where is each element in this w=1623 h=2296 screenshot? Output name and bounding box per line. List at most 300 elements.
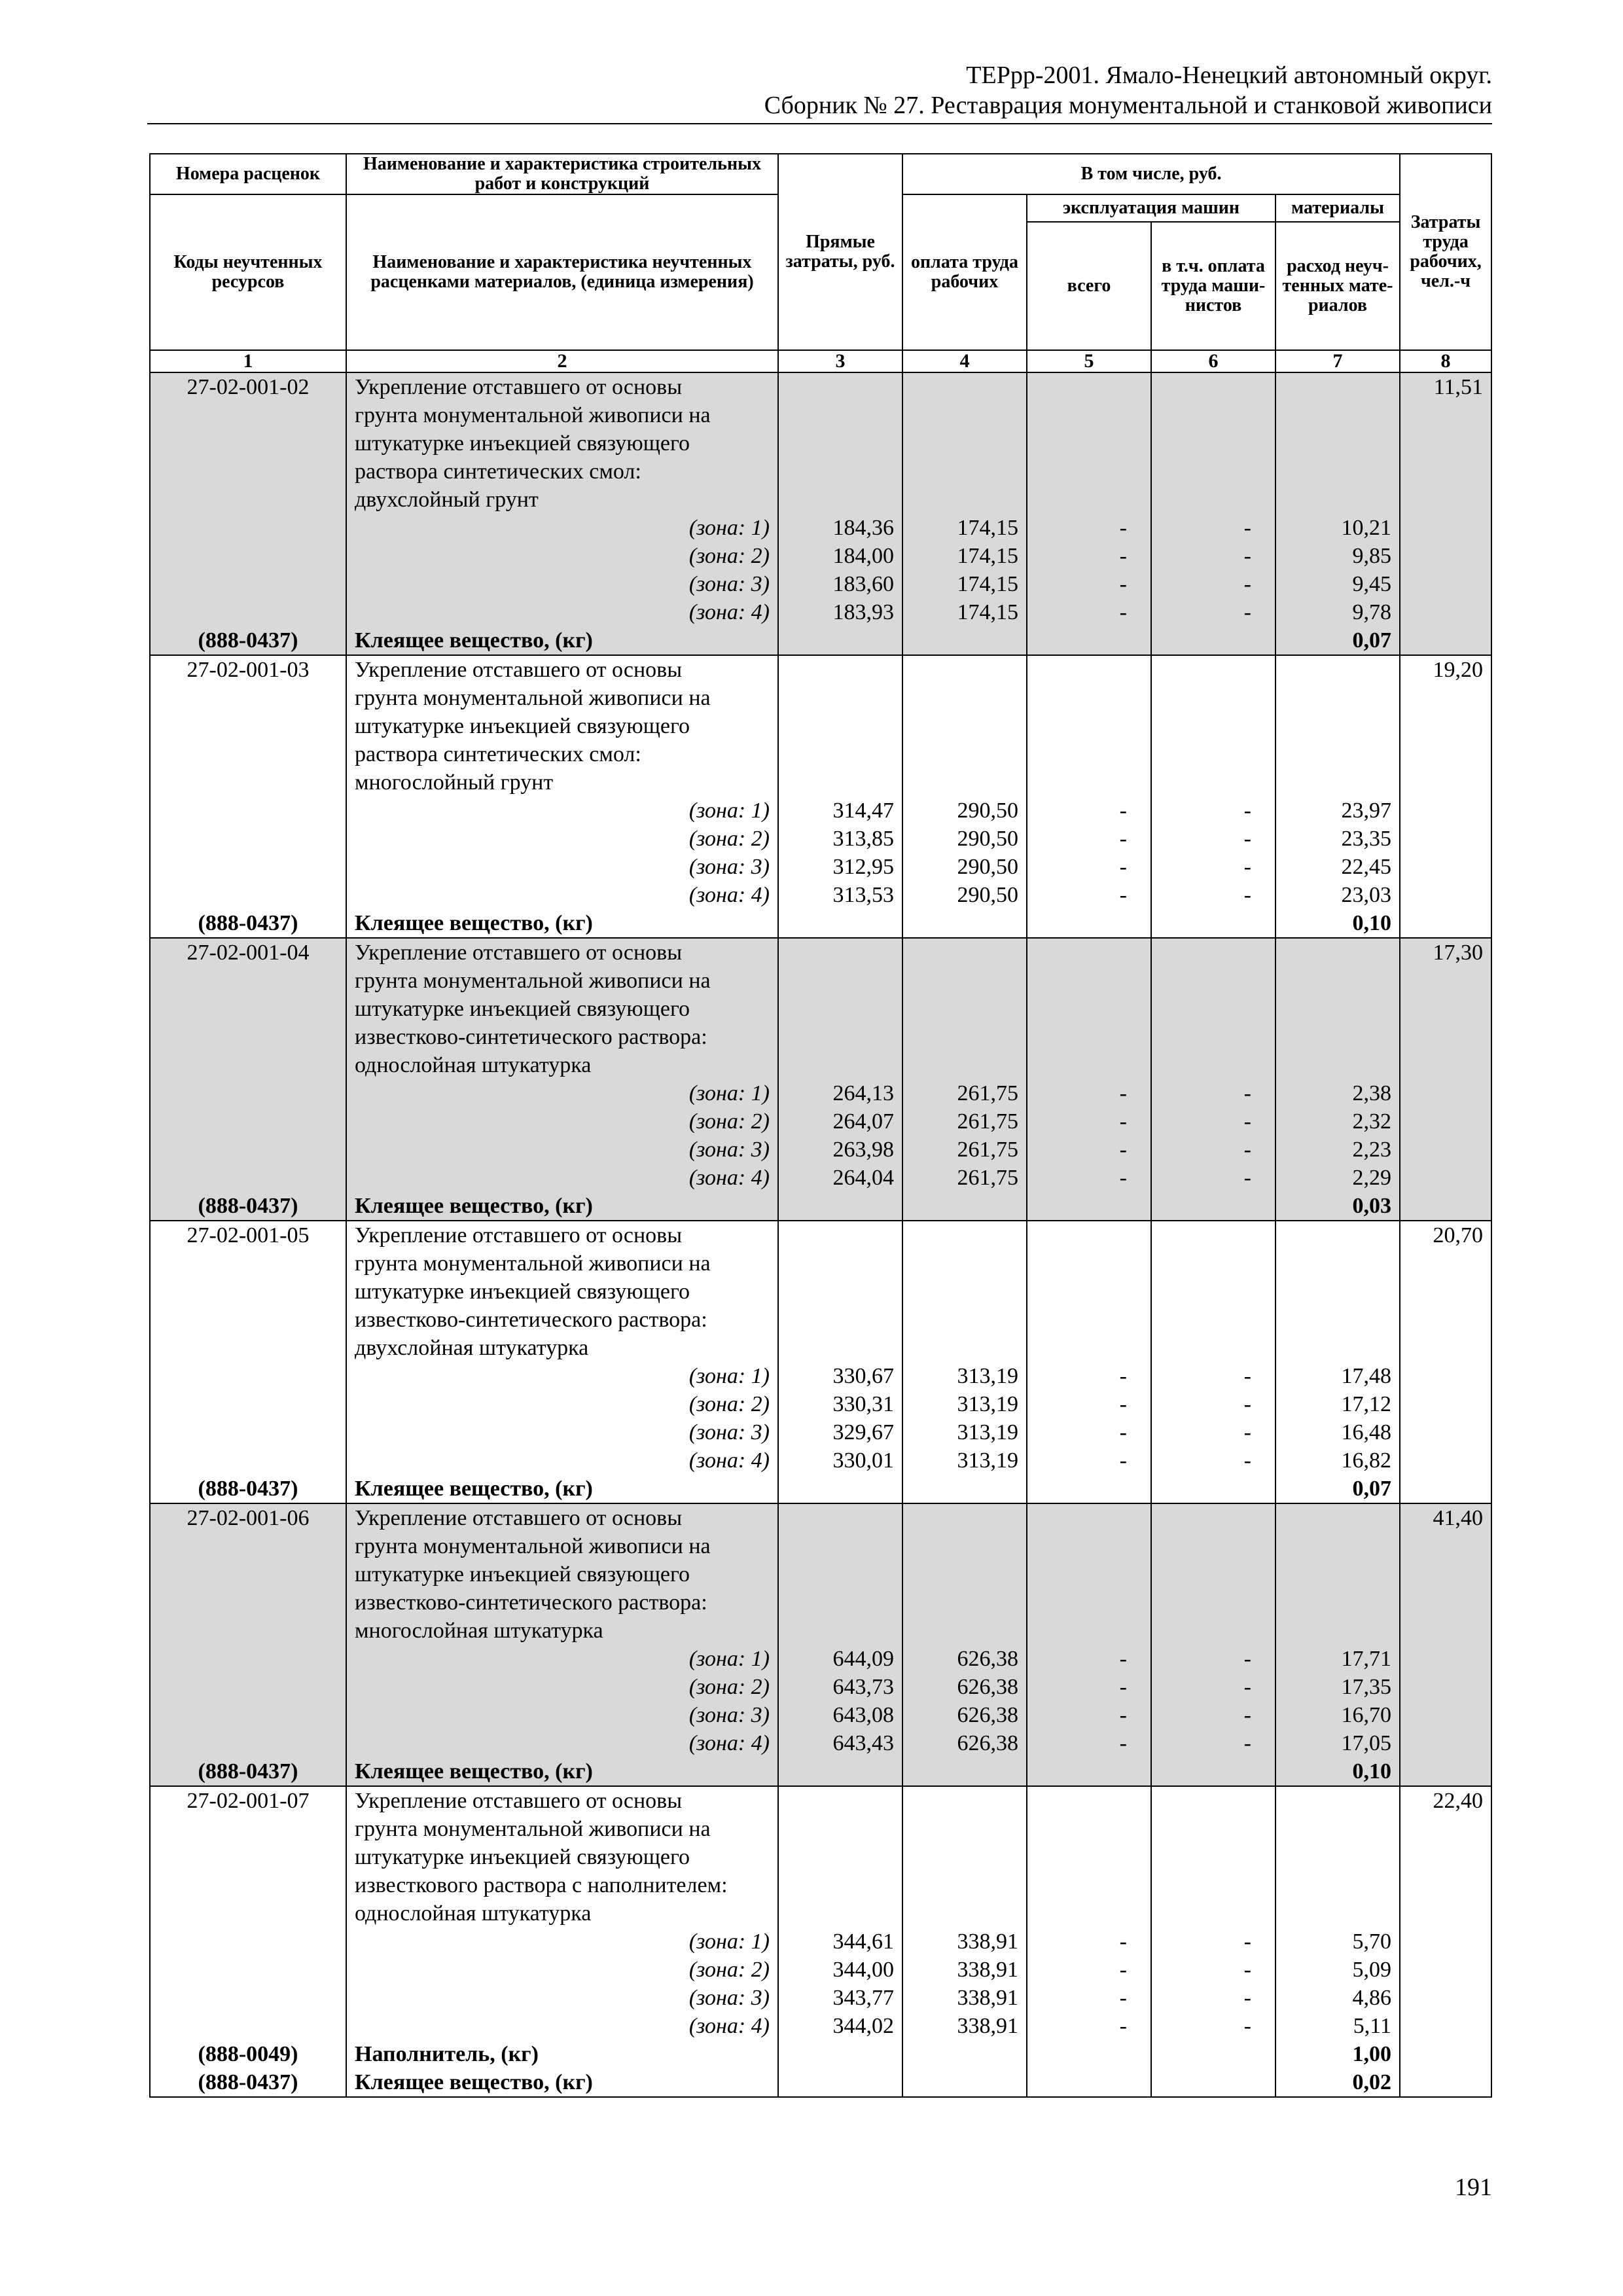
- spacer: [151, 1164, 346, 1192]
- resource-code: (888-0437): [198, 628, 298, 653]
- spacer: [151, 514, 346, 542]
- spacer: [151, 1928, 346, 1956]
- spacer: [151, 1588, 346, 1617]
- machinist-wages: -: [1243, 1958, 1251, 1982]
- worker-wages: 338,91: [957, 1986, 1018, 2010]
- spacer: [1276, 995, 1391, 1023]
- description-line: известково-синтетического раствора:: [355, 1308, 707, 1332]
- spacer: [1027, 1278, 1127, 1306]
- spacer: [151, 570, 346, 598]
- spacer: [779, 373, 894, 401]
- spacer: [1152, 401, 1251, 429]
- column-number: 7: [1275, 350, 1400, 372]
- labor-hours: 22,40: [1433, 1789, 1484, 1813]
- spacer: [1152, 1532, 1251, 1560]
- spacer: [1152, 1871, 1251, 1899]
- worker-wages: 261,75: [957, 1166, 1018, 1190]
- labor-cell: [1400, 938, 1491, 1221]
- machines-total: -: [1119, 1166, 1127, 1190]
- spacer: [151, 1815, 346, 1843]
- resource-name: Клеящее вещество, (кг): [355, 911, 593, 935]
- materials-cost-cell: [1275, 1786, 1400, 2097]
- description-line: грунта монументальной живописи на: [355, 1534, 711, 1558]
- spacer: [1027, 1757, 1127, 1785]
- direct-cost: 184,00: [832, 544, 894, 568]
- spacer: [1027, 1504, 1127, 1532]
- spacer: [1152, 684, 1251, 712]
- machinist-wages-cell: [1151, 1221, 1275, 1503]
- spacer: [151, 1023, 346, 1051]
- spacer: [1152, 2068, 1251, 2096]
- zone-label: (зона: 2): [688, 544, 770, 568]
- column-number: 1: [150, 350, 346, 372]
- spacer: [151, 429, 346, 457]
- spacer: [903, 1278, 1018, 1306]
- worker-wages-cell: [902, 938, 1027, 1221]
- labor-hours: 20,70: [1433, 1223, 1484, 1247]
- spacer: [151, 457, 346, 486]
- worker-wages-cell: [902, 655, 1027, 938]
- description-line: грунта монументальной живописи на: [355, 1817, 711, 1841]
- spacer: [1152, 939, 1251, 967]
- col2-bottom-header: Наименование и характеристика неучтенных расценками материалов, (единица измерения): [346, 194, 778, 350]
- spacer: [903, 1532, 1018, 1560]
- spacer: [779, 1504, 894, 1532]
- spacer: [903, 401, 1018, 429]
- spacer: [903, 373, 1018, 401]
- spacer: [1276, 1843, 1391, 1871]
- spacer: [151, 1446, 346, 1475]
- spacer: [1027, 1051, 1127, 1079]
- resource-name: Клеящее вещество, (кг): [355, 2070, 593, 2094]
- spacer: [151, 1956, 346, 1984]
- col2-top-header: Наименование и характеристика строительных работ и конструкций: [346, 154, 778, 194]
- spacer: [151, 967, 346, 995]
- spacer: [779, 1249, 894, 1278]
- zone-label: (зона: 3): [688, 855, 770, 879]
- description-line: двухслойная штукатурка: [355, 1336, 589, 1360]
- machines-total: -: [1119, 1109, 1127, 1134]
- labor-hours: 41,40: [1433, 1506, 1484, 1530]
- resource-quantity: 0,02: [1352, 2070, 1392, 2094]
- spacer: [1152, 457, 1251, 486]
- machines-total-cell: [1027, 655, 1151, 938]
- direct-cost-cell: [778, 1786, 902, 2097]
- materials-cost-cell: [1275, 938, 1400, 1221]
- machinist-wages: -: [1243, 1392, 1251, 1416]
- labor-hours: 11,51: [1433, 375, 1484, 399]
- resource-quantity: 0,07: [1352, 628, 1392, 653]
- spacer: [779, 1560, 894, 1588]
- machinist-wages-cell: [1151, 1786, 1275, 2097]
- labor-cell: [1400, 1503, 1491, 1786]
- spacer: [1027, 1249, 1127, 1278]
- machines-total-cell: [1027, 1786, 1151, 2097]
- direct-cost-cell: [778, 655, 902, 938]
- machinist-wages: -: [1243, 1986, 1251, 2010]
- machines-total: -: [1119, 1703, 1127, 1727]
- machines-total: -: [1119, 855, 1127, 879]
- direct-cost: 313,53: [832, 883, 894, 907]
- worker-wages: 261,75: [957, 1081, 1018, 1105]
- worker-wages: 290,50: [957, 883, 1018, 907]
- description-line: грунта монументальной живописи на: [355, 403, 711, 427]
- spacer: [903, 1221, 1018, 1249]
- spacer: [779, 939, 894, 967]
- spacer: [1152, 1051, 1251, 1079]
- spacer: [151, 1334, 346, 1362]
- machinist-wages: -: [1243, 1731, 1251, 1755]
- spacer: [1152, 656, 1251, 684]
- spacer: [1027, 1787, 1127, 1815]
- spacer: [903, 2068, 1018, 2096]
- direct-cost: 313,85: [832, 827, 894, 851]
- labor-cell: [1400, 1221, 1491, 1503]
- direct-cost: 329,67: [832, 1420, 894, 1444]
- machines-total-cell: [1027, 372, 1151, 655]
- zone-label: (зона: 4): [688, 883, 770, 907]
- machines-total-cell: [1027, 938, 1151, 1221]
- spacer: [1027, 1899, 1127, 1928]
- spacer: [151, 1051, 346, 1079]
- labor-hours: 19,20: [1433, 658, 1484, 682]
- spacer: [1152, 1221, 1251, 1249]
- description-line: грунта монументальной живописи на: [355, 686, 711, 710]
- spacer: [151, 995, 346, 1023]
- zone-label: (зона: 4): [688, 2014, 770, 2038]
- machines-total: -: [1119, 544, 1127, 568]
- spacer: [903, 486, 1018, 514]
- zone-label: (зона: 2): [688, 1109, 770, 1134]
- spacer: [151, 486, 346, 514]
- spacer: [779, 486, 894, 514]
- spacer: [151, 2012, 346, 2040]
- worker-wages-cell: [902, 1503, 1027, 1786]
- materials-cost: 2,38: [1352, 1081, 1392, 1105]
- description-line: многослойный грунт: [355, 770, 554, 795]
- machines-total: -: [1119, 1448, 1127, 1473]
- spacer: [151, 1984, 346, 2012]
- machinist-wages: -: [1243, 544, 1251, 568]
- machines-total: -: [1119, 827, 1127, 851]
- description-cell: [346, 1786, 778, 2097]
- spacer: [1276, 740, 1391, 768]
- zone-label: (зона: 3): [688, 1703, 770, 1727]
- rate-code-cell: [150, 938, 346, 1221]
- spacer: [779, 1334, 894, 1362]
- spacer: [1276, 1617, 1391, 1645]
- worker-wages: 313,19: [957, 1364, 1018, 1388]
- spacer: [1027, 626, 1127, 655]
- spacer: [779, 712, 894, 740]
- labor-hours: 17,30: [1433, 941, 1484, 965]
- machines-total: -: [1119, 1958, 1127, 1982]
- machinist-wages: -: [1243, 572, 1251, 596]
- worker-wages: 261,75: [957, 1138, 1018, 1162]
- materials-cost: 16,70: [1341, 1703, 1392, 1727]
- resource-quantity: 0,10: [1352, 911, 1392, 935]
- machinist-wages: -: [1243, 1166, 1251, 1190]
- spacer: [779, 967, 894, 995]
- machines-total: -: [1119, 1986, 1127, 2010]
- spacer: [779, 1588, 894, 1617]
- spacer: [151, 1729, 346, 1757]
- machinist-wages: -: [1243, 798, 1251, 823]
- rate-group-row: [150, 655, 1491, 938]
- spacer: [903, 1815, 1018, 1843]
- rate-code-cell: [150, 372, 346, 655]
- spacer: [903, 909, 1018, 937]
- materials-cost: 17,12: [1341, 1392, 1392, 1416]
- zone-label: (зона: 1): [688, 516, 770, 540]
- spacer: [1027, 2040, 1127, 2068]
- spacer: [903, 1588, 1018, 1617]
- spacer: [151, 1843, 346, 1871]
- header-line-1: ТЕРрр-2001. Ямало-Ненецкий автономный округ.: [966, 62, 1492, 89]
- direct-cost: 643,08: [832, 1703, 894, 1727]
- spacer: [1276, 1560, 1391, 1588]
- zone-label: (зона: 1): [688, 1364, 770, 1388]
- materials-cost: 5,11: [1353, 2014, 1392, 2038]
- direct-cost-cell: [778, 372, 902, 655]
- direct-cost: 330,01: [832, 1448, 894, 1473]
- spacer: [903, 995, 1018, 1023]
- description-line: Укрепление отставшего от основы: [355, 1223, 683, 1247]
- spacer: [1027, 684, 1127, 712]
- spacer: [151, 1899, 346, 1928]
- spacer: [903, 684, 1018, 712]
- spacer: [779, 1532, 894, 1560]
- materials-cost: 5,70: [1352, 1929, 1392, 1954]
- spacer: [151, 1249, 346, 1278]
- machines-total: -: [1119, 1420, 1127, 1444]
- spacer: [903, 1787, 1018, 1815]
- rate-code: 27-02-001-04: [187, 941, 310, 965]
- machines-total: -: [1119, 798, 1127, 823]
- rate-code-cell: [150, 1503, 346, 1786]
- materials-cost: 16,48: [1341, 1420, 1392, 1444]
- direct-cost: 643,43: [832, 1731, 894, 1755]
- rate-code-cell: [150, 1786, 346, 2097]
- direct-cost-cell: [778, 1503, 902, 1786]
- rate-code: 27-02-001-02: [187, 375, 310, 399]
- direct-cost: 314,47: [832, 798, 894, 823]
- spacer: [1027, 373, 1127, 401]
- description-line: штукатурке инъекцией связующего: [355, 1845, 690, 1869]
- spacer: [779, 768, 894, 797]
- spacer: [151, 1532, 346, 1560]
- rate-code-cell: [150, 655, 346, 938]
- materials-cost: 2,29: [1352, 1166, 1392, 1190]
- spacer: [151, 797, 346, 825]
- spacer: [1152, 1306, 1251, 1334]
- spacer: [779, 684, 894, 712]
- resource-quantity: 0,07: [1352, 1477, 1392, 1501]
- materials-cost-cell: [1275, 1221, 1400, 1503]
- spacer: [779, 1475, 894, 1503]
- spacer: [779, 457, 894, 486]
- spacer: [1152, 1617, 1251, 1645]
- spacer: [1276, 939, 1391, 967]
- materials-cost: 9,78: [1352, 600, 1392, 624]
- description-line: Укрепление отставшего от основы: [355, 1789, 683, 1813]
- spacer: [903, 939, 1018, 967]
- spacer: [1027, 909, 1127, 937]
- description-line: Укрепление отставшего от основы: [355, 375, 683, 399]
- direct-cost: 344,00: [832, 1958, 894, 1982]
- machinist-wages: -: [1243, 1364, 1251, 1388]
- worker-wages: 261,75: [957, 1109, 1018, 1134]
- machinist-wages-cell: [1151, 1503, 1275, 1786]
- spacer: [151, 1673, 346, 1701]
- spacer: [151, 598, 346, 626]
- spacer: [1152, 995, 1251, 1023]
- direct-cost-cell: [778, 1221, 902, 1503]
- spacer: [1152, 1249, 1251, 1278]
- spacer: [1276, 1334, 1391, 1362]
- spacer: [1027, 967, 1127, 995]
- machinist-wages-header: в т.ч. оплата труда маши-нистов: [1151, 222, 1275, 350]
- rate-code: 27-02-001-07: [187, 1789, 310, 1813]
- materials-cost: 17,05: [1341, 1731, 1392, 1755]
- spacer: [779, 2068, 894, 2096]
- spacer: [1276, 967, 1391, 995]
- worker-wages-cell: [902, 1221, 1027, 1503]
- spacer: [1152, 429, 1251, 457]
- spacer: [779, 1843, 894, 1871]
- description-cell: [346, 1221, 778, 1503]
- spacer: [1276, 1504, 1391, 1532]
- rate-group-row: [150, 938, 1491, 1221]
- worker-wages: 338,91: [957, 1929, 1018, 1954]
- spacer: [151, 1645, 346, 1673]
- spacer: [903, 1249, 1018, 1278]
- materials-header: материалы: [1275, 194, 1400, 222]
- resource-code: (888-0437): [198, 911, 298, 935]
- spacer: [1027, 1334, 1127, 1362]
- spacer: [903, 656, 1018, 684]
- description-cell: [346, 1503, 778, 1786]
- zone-label: (зона: 1): [688, 1081, 770, 1105]
- spacer: [1027, 1560, 1127, 1588]
- spacer: [1276, 1051, 1391, 1079]
- spacer: [779, 1871, 894, 1899]
- spacer: [903, 1023, 1018, 1051]
- rate-group-row: [150, 1503, 1491, 1786]
- col1-bottom-header: Коды неучтенных ресурсов: [150, 194, 346, 350]
- direct-cost: 184,36: [832, 516, 894, 540]
- spacer: [1152, 1899, 1251, 1928]
- spacer: [1027, 1221, 1127, 1249]
- page-header: [147, 60, 1492, 124]
- spacer: [779, 656, 894, 684]
- spacer: [1152, 1192, 1251, 1220]
- spacer: [151, 853, 346, 881]
- including-header: В том числе, руб.: [902, 154, 1400, 194]
- column-number: 8: [1400, 350, 1491, 372]
- spacer: [903, 1560, 1018, 1588]
- spacer: [903, 768, 1018, 797]
- spacer: [151, 1362, 346, 1390]
- description-line: штукатурке инъекцией связующего: [355, 431, 690, 456]
- resource-code: (888-0437): [198, 1759, 298, 1784]
- machines-total: -: [1119, 572, 1127, 596]
- description-cell: [346, 372, 778, 655]
- worker-wages: 290,50: [957, 798, 1018, 823]
- direct-cost: 264,13: [832, 1081, 894, 1105]
- machines-header: эксплуатация машин: [1027, 194, 1275, 222]
- rate-group-row: [150, 1221, 1491, 1503]
- resource-code: (888-0049): [198, 2042, 298, 2066]
- machines-total: -: [1119, 600, 1127, 624]
- worker-wages: 313,19: [957, 1448, 1018, 1473]
- worker-wages: 290,50: [957, 827, 1018, 851]
- spacer: [1276, 1871, 1391, 1899]
- resource-name: Клеящее вещество, (кг): [355, 628, 593, 653]
- spacer: [1276, 1532, 1391, 1560]
- machines-total: -: [1119, 1364, 1127, 1388]
- description-line: грунта монументальной живописи на: [355, 969, 711, 993]
- spacer: [779, 2040, 894, 2068]
- materials-cost: 2,32: [1352, 1109, 1392, 1134]
- machines-total: -: [1119, 1647, 1127, 1671]
- spacer: [903, 1051, 1018, 1079]
- worker-wages: 174,15: [957, 600, 1018, 624]
- page-number: 191: [1455, 2174, 1492, 2201]
- rate-code-cell: [150, 1221, 346, 1503]
- direct-cost-header: Прямые затраты, руб.: [778, 154, 902, 350]
- resource-quantity: 0,03: [1352, 1194, 1392, 1218]
- spacer: [151, 401, 346, 429]
- spacer: [151, 1560, 346, 1588]
- direct-cost: 263,98: [832, 1138, 894, 1162]
- machines-total: -: [1119, 516, 1127, 540]
- spacer: [151, 825, 346, 853]
- spacer: [1027, 1815, 1127, 1843]
- materials-cost-cell: [1275, 372, 1400, 655]
- materials-cost: 10,21: [1341, 516, 1392, 540]
- direct-cost: 344,02: [832, 2014, 894, 2038]
- zone-label: (зона: 2): [688, 1392, 770, 1416]
- spacer: [1027, 1871, 1127, 1899]
- machinist-wages: -: [1243, 883, 1251, 907]
- spacer: [903, 1871, 1018, 1899]
- column-number: 4: [902, 350, 1027, 372]
- spacer: [903, 457, 1018, 486]
- spacer: [1152, 486, 1251, 514]
- spacer: [151, 1701, 346, 1729]
- spacer: [1152, 2040, 1251, 2068]
- spacer: [1027, 939, 1127, 967]
- spacer: [1027, 1023, 1127, 1051]
- materials-cost: 17,71: [1341, 1647, 1392, 1671]
- spacer: [1027, 1475, 1127, 1503]
- machines-total: -: [1119, 883, 1127, 907]
- worker-wages: 338,91: [957, 2014, 1018, 2038]
- materials-cost: 9,85: [1352, 544, 1392, 568]
- spacer: [779, 1787, 894, 1815]
- spacer: [151, 542, 346, 570]
- spacer: [1027, 768, 1127, 797]
- spacer: [779, 1051, 894, 1079]
- spacer: [1027, 995, 1127, 1023]
- spacer: [1027, 486, 1127, 514]
- zone-label: (зона: 1): [688, 1929, 770, 1954]
- spacer: [1276, 1249, 1391, 1278]
- resource-name: Клеящее вещество, (кг): [355, 1194, 593, 1218]
- description-line: Укрепление отставшего от основы: [355, 1506, 683, 1530]
- spacer: [903, 626, 1018, 655]
